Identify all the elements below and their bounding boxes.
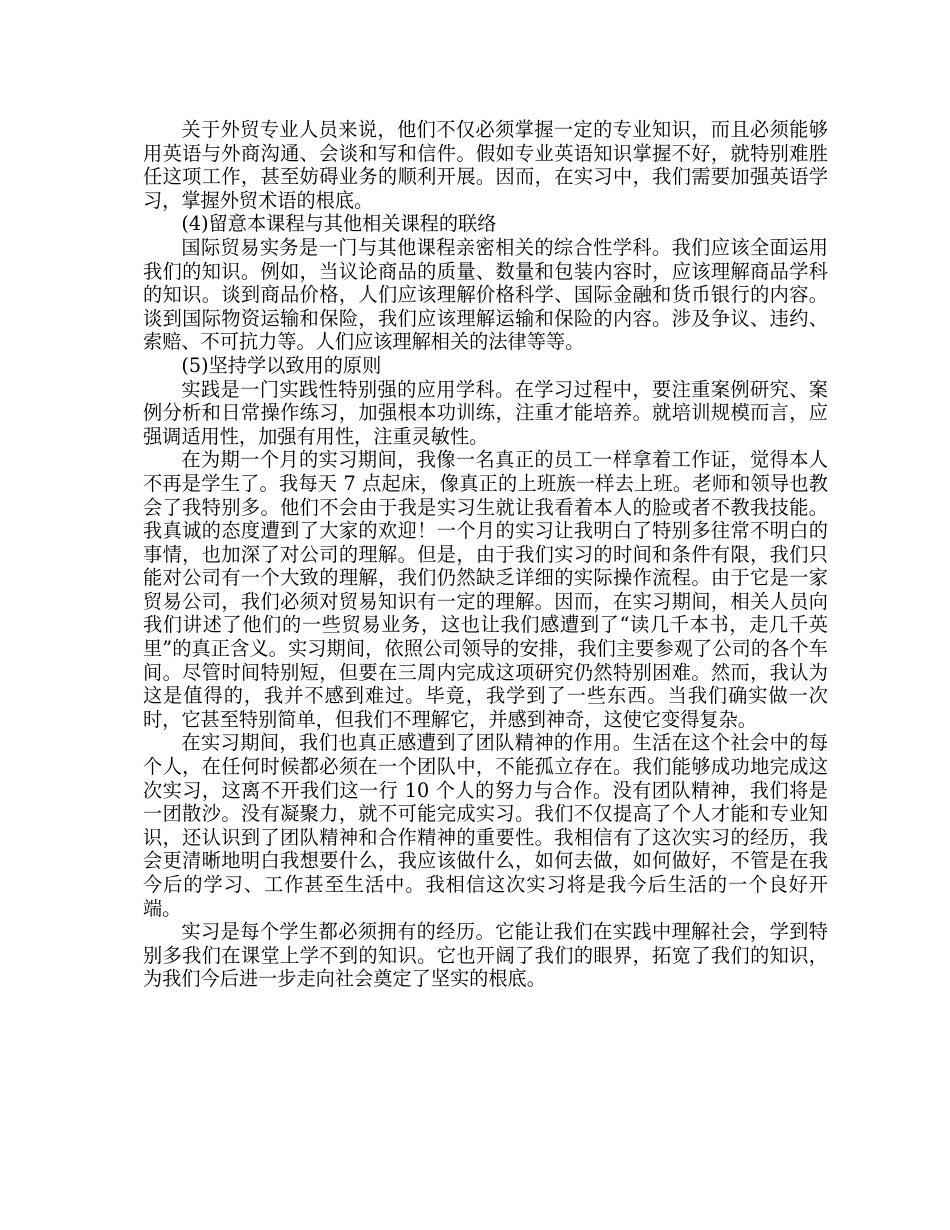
paragraph-conclusion: 实习是每个学生都必须拥有的经历。它能让我们在实践中理解社会，学到特别多我们在课堂上学不到的知识。它也开阔了我们的眼界，拓宽了我们的知识，为我们今后进一步走向社会奠定了坚实的根底。: [143, 920, 828, 991]
paragraph-internship-month: 在为期一个月的实习期间，我像一名真正的员工一样拿着工作证，觉得本人不再是学生了。我每天 7 点起床，像真正的上班族一样去上班。老师和领导也教会了我特别多。他们不会由于我是实习生就让我看着本人的脸或者不教我技能。我真诚的态度遭到了大家的欢迎！一个月的实习让我明白了特别多往常不明白的事情，也加深了对公司的理解。但是，由于我们实习的时间和条件有限，我们只能对公司有一个大致的理解，我们仍然缺乏详细的实际操作流程。由于它是一家贸易公司，我们必须对贸易知识有一定的理解。因而，在实习期间，相关人员向我们讲述了他们的一些贸易业务，这也让我们感遭到了“读几千本书，走几千英里”的真正含义。实习期间，依照公司领导的安排，我们主要参观了公司的各个车间。尽管时间特别短，但要在三周内完成这项研究仍然特别困难。然而，我认为这是值得的，我并不感到难过。毕竟，我学到了一些东西。当我们确实做一次时，它甚至特别简单，但我们不理解它，并感到神奇，这使它变得复杂。: [143, 448, 828, 731]
paragraph-foreign-trade-english: 关于外贸专业人员来说，他们不仅必须掌握一定的专业知识，而且必须能够用英语与外商沟通、会谈和写和信件。假如专业英语知识掌握不好，就特别难胜任这项工作，甚至妨碍业务的顺利开展。因而，在实习中，我们需要加强英语学习，掌握外贸术语的根底。: [143, 118, 828, 212]
paragraph-team-spirit: 在实习期间，我们也真正感遭到了团队精神的作用。生活在这个社会中的每个人，在任何时候都必须在一个团队中，不能孤立存在。我们能够成功地完成这次实习，这离不开我们这一行 10 个人的努力与合作。没有团队精神，我们将是一团散沙。没有凝聚力，就不可能完成实习。我们不仅提高了个人才能和专业知识，还认识到了团队精神和合作精神的重要性。我相信有了这次实习的经历，我会更清晰地明白我想要什么，我应该做什么，如何去做，如何做好，不管是在我今后的学习、工作甚至生活中。我相信这次实习将是我今后生活的一个良好开端。: [143, 731, 828, 920]
section-heading-learning-for-application: (5)坚持学以致用的原则: [181, 353, 382, 377]
document-body: [143, 118, 828, 991]
paragraph-international-trade-practice: 国际贸易实务是一门与其他课程亲密相关的综合性学科。我们应该全面运用我们的知识。例如，当议论商品的质量、数量和包装内容时，应该理解商品学科的知识。谈到商品价格，人们应该理解价格科学、国际金融和货币银行的内容。谈到国际物资运输和保险，我们应该理解运输和保险的内容。涉及争议、违约、索赔、不可抗力等。人们应该理解相关的法律等等。: [143, 235, 828, 354]
paragraph-practice-discipline: 实践是一门实践性特别强的应用学科。在学习过程中，要注重案例研究、案例分析和日常操作练习，加强根本功训练，注重才能培养。就培训规模而言，应强调适用性，加强有用性，注重灵敏性。: [143, 377, 828, 448]
section-heading-related-courses: (4)留意本课程与其他相关课程的联络: [181, 212, 497, 236]
